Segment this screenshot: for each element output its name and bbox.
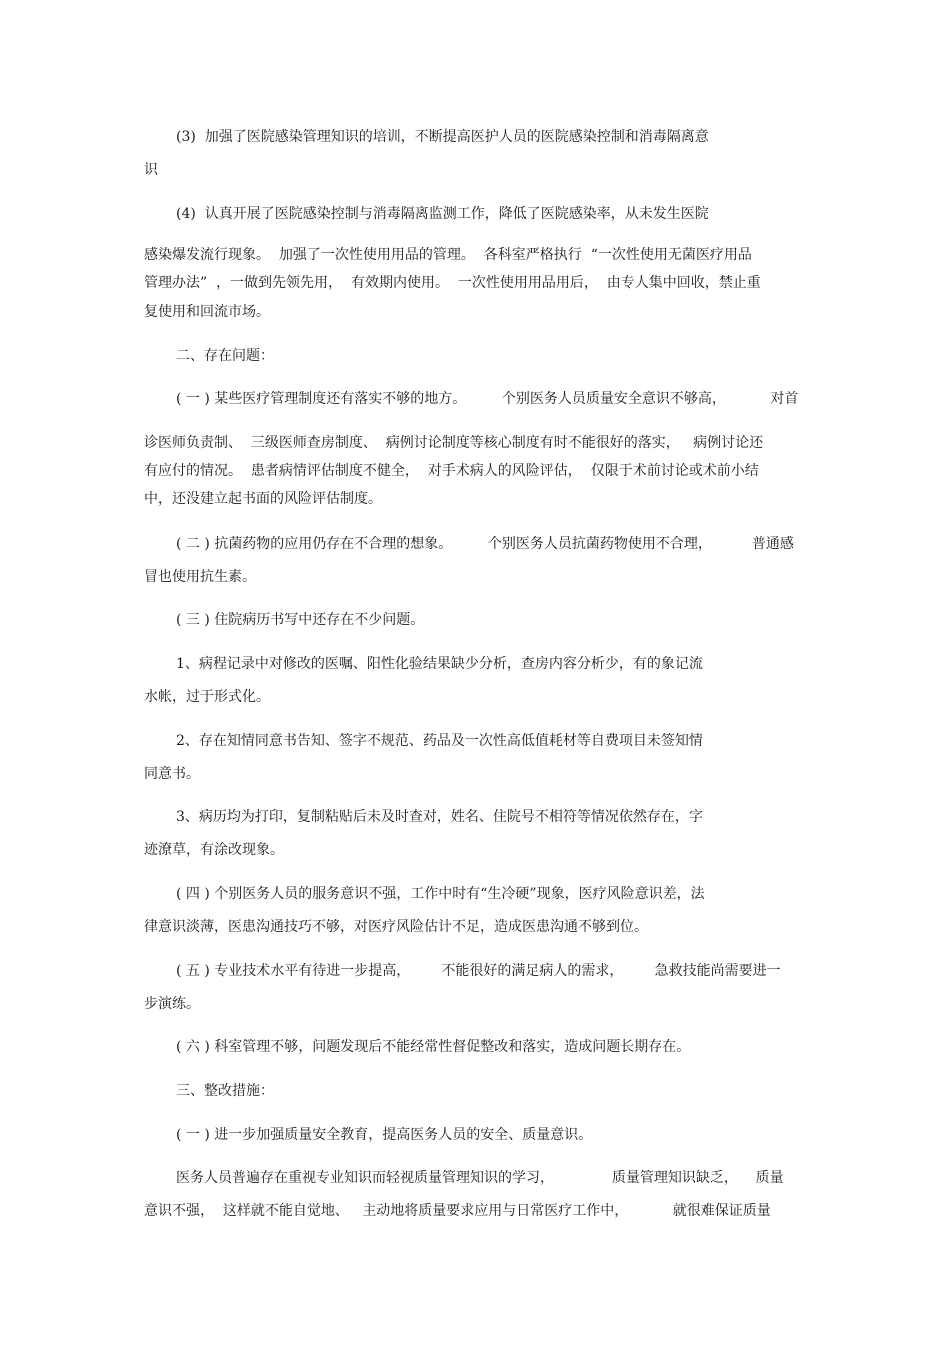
paragraph-line: 同意书。 — [144, 766, 200, 782]
paragraph-line: ( 一 ) 某些医疗管理制度还有落实不够的地方。 个别医务人员质量安全意识不够高， 对首 — [176, 391, 799, 407]
paragraph-line: (4) 认真开展了医院感染控制与消毒隔离监测工作，降低了医院感染率，从未发生医院 — [176, 206, 709, 222]
paragraph-line: 诊医师负责制、 三级医师查房制度、 病例讨论制度等核心制度有时不能很好的落实， 病例讨论还 — [144, 435, 764, 451]
paragraph-line: 1、病程记录中对修改的医嘱、阳性化验结果缺少分析，查房内容分析少，有的象记流 — [176, 656, 703, 672]
section-heading: 二、存在问题： — [176, 348, 274, 364]
paragraph-line: ( 二 ) 抗菌药物的应用仍存在不合理的想象。 个别医务人员抗菌药物使用不合理， 普通感 — [176, 536, 794, 552]
paragraph-line: 迹潦草，有涂改现象。 — [144, 842, 284, 858]
paragraph-line: 感染爆发流行现象。 加强了一次性使用用品的管理。 各科室严格执行 “一次性使用无菌医疗用品 — [144, 247, 752, 263]
paragraph-line: ( 五 ) 专业技术水平有待进一步提高， 不能很好的满足病人的需求， 急救技能尚需要进一 — [176, 963, 781, 979]
paragraph-line: ( 三 ) 住院病历书写中还存在不少问题。 — [176, 612, 425, 628]
paragraph-line: 水帐，过于形式化。 — [144, 689, 270, 705]
paragraph-line: 管理办法” ，一做到先领先用， 有效期内使用。 一次性使用用品用后， 由专人集中回收，禁止重 — [144, 275, 761, 291]
paragraph-line: 中，还没建立起书面的风险评估制度。 — [144, 491, 382, 507]
paragraph-line: 识 — [144, 162, 158, 178]
paragraph-line: 意识不强， 这样就不能自觉地、 主动地将质量要求应用与日常医疗工作中， 就很难保证质量 — [144, 1203, 771, 1219]
paragraph-line: ( 四 ) 个别医务人员的服务意识不强，工作中时有“生冷硬”现象，医疗风险意识差，法 — [176, 886, 705, 902]
paragraph-line: 医务人员普遍存在重视专业知识而轻视质量管理知识的学习， 质量管理知识缺乏， 质量 — [176, 1170, 784, 1186]
paragraph-line: (3) 加强了医院感染管理知识的培训，不断提高医护人员的医院感染控制和消毒隔离意 — [176, 129, 709, 145]
paragraph-line: 步演练。 — [144, 996, 200, 1012]
paragraph-line: 2、存在知情同意书告知、签字不规范、药品及一次性高低值耗材等自费项目未签知情 — [176, 733, 703, 749]
paragraph-line: 复使用和回流市场。 — [144, 304, 270, 320]
paragraph-line: 冒也使用抗生素。 — [144, 569, 256, 585]
paragraph-line: ( 六 ) 科室管理不够，问题发现后不能经常性督促整改和落实，造成问题长期存在。 — [176, 1039, 691, 1055]
paragraph-line: 律意识淡薄，医患沟通技巧不够，对医疗风险估计不足，造成医患沟通不够到位。 — [144, 919, 648, 935]
section-heading: 三、整改措施： — [176, 1083, 274, 1099]
paragraph-line: 3、病历均为打印，复制粘贴后未及时查对，姓名、住院号不相符等情况依然存在，字 — [176, 809, 703, 825]
paragraph-line: ( 一 ) 进一步加强质量安全教育，提高医务人员的安全、质量意识。 — [176, 1127, 593, 1143]
paragraph-line: 有应付的情况。 患者病情评估制度不健全， 对手术病人的风险评估， 仅限于术前讨论或术前小结 — [144, 463, 759, 479]
